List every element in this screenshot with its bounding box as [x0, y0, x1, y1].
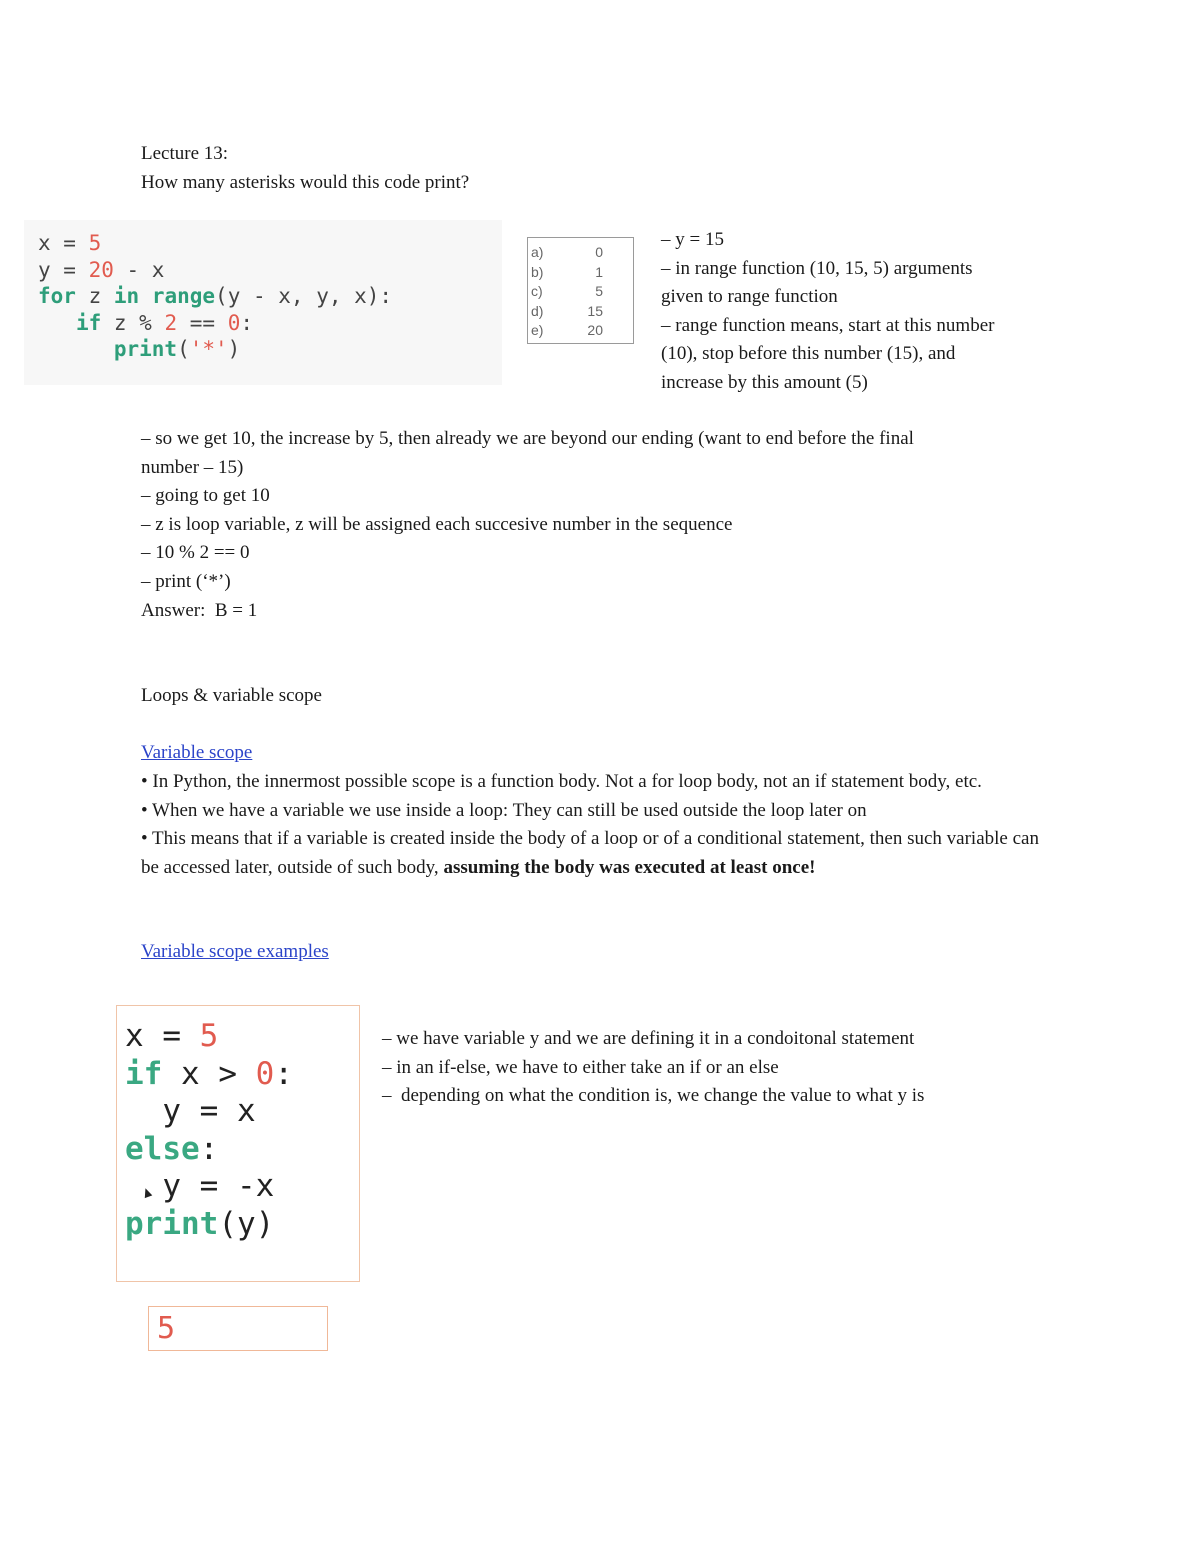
code-token	[139, 284, 152, 308]
note-line: – in an if-else, we have to either take an if or an else	[382, 1056, 779, 1078]
code-token: - x	[113, 257, 165, 282]
note-line: – depending on what the condition is, we change the value to what y is	[382, 1085, 925, 1107]
option-e: e) 20	[531, 322, 603, 338]
code-snippet-if-else	[116, 1005, 360, 1282]
code-token: z	[75, 284, 114, 308]
bold-emphasis: assuming the body was executed at least once!	[443, 856, 816, 878]
code-token: y =	[38, 257, 89, 282]
code2-line	[125, 1131, 359, 1169]
code1-line	[38, 257, 502, 284]
code-token: print	[125, 1205, 219, 1242]
note-line: – in range function (10, 15, 5) arguments	[661, 257, 973, 279]
code-token: 20	[88, 257, 114, 282]
code-token: (y)	[218, 1205, 275, 1242]
code-token	[38, 311, 76, 335]
code1-line	[38, 283, 502, 310]
code-token: if	[75, 310, 102, 335]
answer-line: Answer: B = 1	[141, 599, 258, 621]
code-token: y = -x	[125, 1168, 275, 1204]
code-token: )	[227, 337, 241, 361]
code-token: :	[274, 1055, 293, 1092]
code-token: (y - x, y, x):	[215, 284, 393, 308]
bullet-item: • In Python, the innermost possible scope is a function body. Not a for loop body, not an if statement body, etc.	[141, 771, 982, 792]
code-token: x =	[125, 1018, 200, 1054]
code2-line	[125, 1093, 359, 1131]
option-b: b) 1	[531, 263, 603, 280]
main-notes	[141, 425, 914, 625]
answer-options-box	[527, 237, 634, 344]
variable-scope-link[interactable]: Variable scope	[141, 742, 253, 763]
note-line: – going to get 10	[141, 485, 270, 507]
bottom-notes	[382, 1025, 924, 1111]
lecture-title: Lecture 13:	[141, 143, 229, 164]
code-token: '*'	[189, 337, 228, 361]
code-token: print	[113, 337, 178, 361]
code-snippet-range-loop	[24, 220, 502, 385]
code-token: :	[199, 1130, 219, 1167]
code-token: :	[240, 310, 253, 335]
code-token: for	[38, 284, 76, 308]
code-token: (	[177, 337, 190, 361]
code-token: 5	[88, 231, 102, 255]
code1-line	[38, 336, 502, 363]
note-line: – so we get 10, the increase by 5, then already we are beyond our ending (want to end before the final	[141, 428, 914, 449]
code-token: range	[151, 284, 216, 308]
code-token: z %	[101, 310, 165, 335]
note-line: number – 15)	[141, 456, 244, 478]
note-line: given to range function	[661, 286, 838, 308]
code-token	[38, 337, 114, 361]
code1-line	[38, 230, 502, 257]
code2-line	[125, 1168, 359, 1206]
question-text: How many asterisks would this code print?	[141, 172, 470, 193]
note-line: – y = 15	[661, 229, 724, 250]
code-token: x =	[38, 231, 89, 255]
option-a: a) 0	[531, 244, 603, 260]
code-token: in	[113, 284, 140, 308]
code2-line	[125, 1056, 359, 1094]
note-line: increase by this amount (5)	[661, 371, 868, 393]
code-token: if	[125, 1055, 163, 1092]
bullet-list	[141, 768, 1056, 882]
code-token: y = x	[125, 1093, 256, 1129]
code-token: 0	[255, 1055, 275, 1092]
code-token: ==	[177, 310, 228, 335]
code-output-box: 5	[148, 1306, 328, 1351]
code-token: 5	[199, 1018, 219, 1054]
note-line: – print (‘*’)	[141, 570, 231, 592]
variable-scope-examples-link[interactable]: Variable scope examples	[141, 941, 329, 962]
section-title: Loops & variable scope	[141, 685, 322, 706]
code-token: 2	[164, 310, 178, 335]
code1-line	[38, 310, 502, 337]
note-line: – z is loop variable, z will be assigned each succesive number in the sequence	[141, 513, 733, 535]
code-token: x >	[162, 1055, 256, 1092]
note-line: – range function means, start at this number	[661, 314, 995, 336]
bullet-item: • When we have a variable we use inside a loop: They can still be used outside the loop later on	[141, 799, 867, 821]
right-notes	[661, 226, 994, 398]
code-token: else	[125, 1130, 200, 1167]
note-line: (10), stop before this number (15), and	[661, 343, 956, 365]
bullet-item: • This means that if a variable is created inside the body of a loop or of a conditional statement, then such variable can be accessed later, outside of such body, assuming the body was executed at least once!	[141, 828, 1039, 878]
code2-line	[125, 1018, 359, 1056]
code2-line	[125, 1206, 359, 1244]
code-token: 0	[227, 310, 241, 335]
option-d: d) 15	[531, 302, 603, 319]
note-line: – we have variable y and we are defining it in a condoitonal statement	[382, 1028, 915, 1049]
note-line: – 10 % 2 == 0	[141, 542, 250, 564]
option-c: c) 5	[531, 283, 603, 299]
